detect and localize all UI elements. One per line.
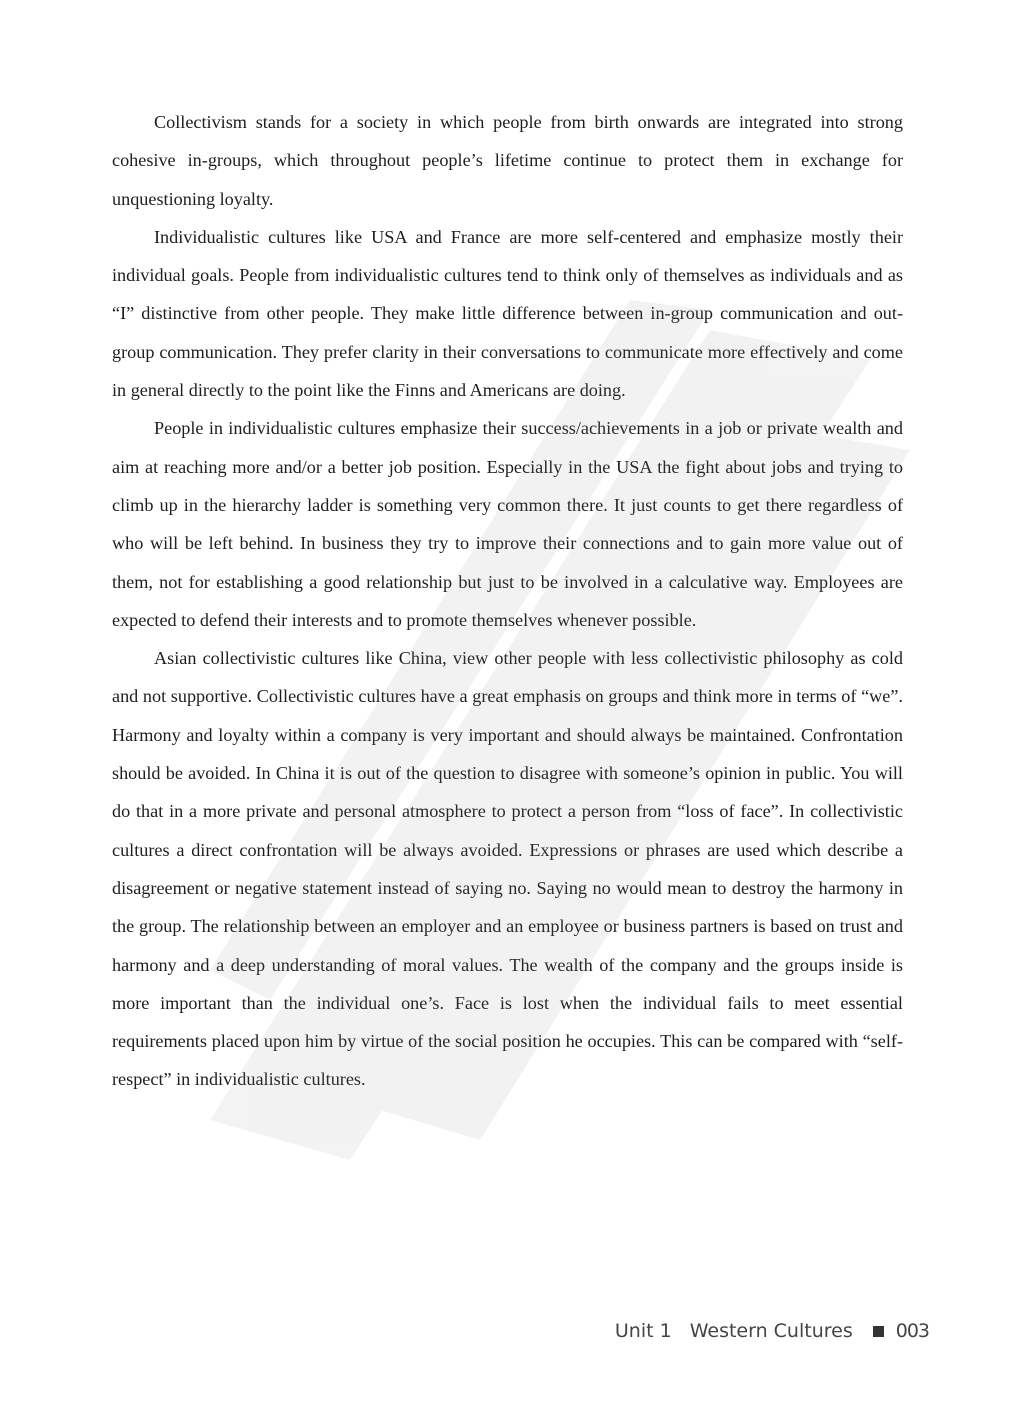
- body-text: [112, 103, 903, 1099]
- square-bullet-icon: [873, 1326, 884, 1337]
- paragraph-1: Collectivism stands for a society in which people from birth onwards are integrated into strong cohesive in-groups, which throughout people’s lifetime continue to protect them in exchange for unquestioning loyalty.: [112, 112, 903, 209]
- paragraph-2: Individualistic cultures like USA and France are more self-centered and emphasize mostly their individual goals. People from individualistic cultures tend to think only of themselves as individuals and as “I” distinctive from other people. They make little difference between in-group communication and out-group communication. They prefer clarity in their conversations to communicate more effectively and come in general directly to the point like the Finns and Americans are doing.: [112, 226, 903, 401]
- paragraph-3: People in individualistic cultures emphasize their success/achievements in a job or private wealth and aim at reaching more and/or a better job position. Especially in the USA the fight about jobs and trying to climb up in the hierarchy ladder is something very common there. It just counts to get there regardless of who will be left behind. In business they try to improve their connections and to gain more value out of them, not for establishing a good relationship but just to be involved in a calculative way. Employees are expected to defend their interests and to promote themselves whenever possible.: [112, 418, 903, 630]
- footer-chapter-title: Western Cultures: [689, 1320, 853, 1342]
- page-number: 003: [895, 1320, 929, 1342]
- page-footer: [615, 1320, 929, 1342]
- footer-unit: Unit 1: [614, 1320, 672, 1342]
- paragraph-4: Asian collectivistic cultures like China, view other people with less collectivistic philosophy as cold and not supportive. Collectivistic cultures have a great emphasis on groups and think more in terms of “we”. Harmony and loyalty within a company is very important and should always be maintained. Confrontation should be avoided. In China it is out of the question to disagree with someone’s opinion in public. You will do that in a more private and personal atmosphere to protect a person from “loss of face”. In collectivistic cultures a direct confrontation will be always avoided. Expressions or phrases are used which describe a disagreement or negative statement instead of saying no. Saying no would mean to destroy the harmony in the group. The relationship between an employer and an employee or business partners is based on trust and harmony and a deep understanding of moral values. The wealth of the company and the groups inside is more important than the individual one’s. Face is lost when the individual fails to meet essential requirements placed upon him by virtue of the social position he occupies. This can be compared with “self-respect” in individualistic cultures.: [112, 648, 903, 1090]
